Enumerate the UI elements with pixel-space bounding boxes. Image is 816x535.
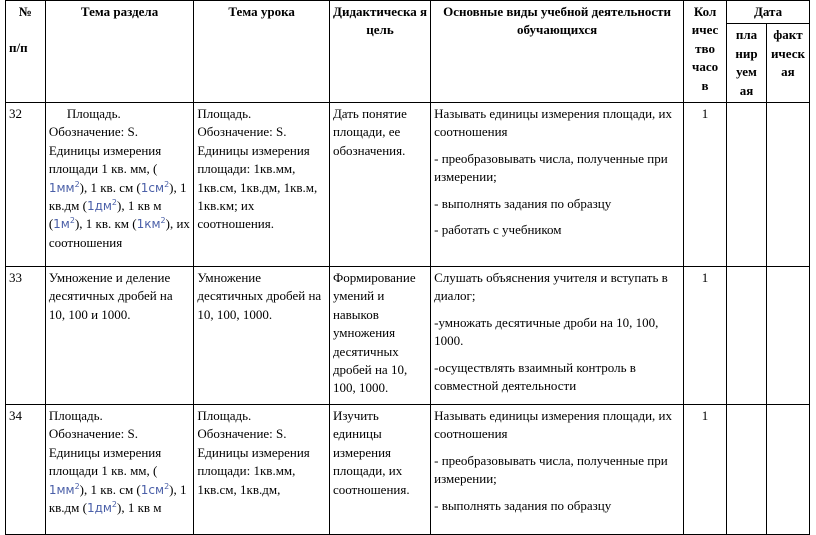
table-row [6, 103, 810, 267]
header-date: Дата [727, 1, 810, 24]
didactic-goal-cell: Дать понятие площади, ее обозначения. [329, 103, 430, 267]
date-planned-cell [727, 405, 767, 535]
row-number: 32 [6, 103, 46, 267]
activity-item: -умножать десятичные дроби на 10, 100, 1000. [434, 314, 659, 349]
lesson-topic-cell: Умножение десятичных дробей на 10, 100, 1000. [194, 267, 330, 405]
section-topic-cell: Площадь. Обозначение: S. Единицы измерения площади 1 кв. мм, ( $1мм^2$), 1 кв. см $(1см^2)$, 1 кв.дм $(1дм^2)$, 1 кв м $(1м^2)$, 1 кв. км $(1км^2)$, их соотношения [45, 103, 194, 267]
activities-cell [431, 267, 684, 405]
activity-item: Называть единицы измерения площади, их соотношения [434, 106, 672, 140]
table-row [6, 405, 810, 535]
unit-mm2: $1мм^2$ [48, 179, 80, 195]
lesson-topic-cell: Площадь. Обозначение: S. Единицы измерения площади: 1кв.мм, 1кв.см, 1кв.дм, [194, 405, 330, 535]
header-didactic-goal: Дидактическа я цель [329, 1, 430, 103]
header-hours: Кол ичес тво часо в [684, 1, 727, 103]
unit-dm2: $1дм^2$ [86, 500, 118, 516]
row-number: 33 [6, 267, 46, 405]
activity-item: Называть единицы измерения площади, их соотношения [434, 408, 672, 442]
activity-item: - преобразовывать числа, полученные при измерении; [434, 452, 668, 487]
hours-cell: 1 [684, 267, 727, 405]
didactic-goal-cell: Изучить единицы измерения площади, их соотношения. [329, 405, 430, 535]
header-date-actual: факт ическ ая [766, 24, 809, 103]
activity-item: Слушать объяснения учителя и вступать в диалог; [434, 270, 668, 304]
header-section-topic: Тема раздела [45, 1, 194, 103]
hours-cell: 1 [684, 405, 727, 535]
date-actual-cell [766, 405, 809, 535]
unit-cm2: $1см^2$ [140, 179, 170, 195]
table-row [6, 267, 810, 405]
didactic-goal-cell: Формирование умений и навыков умножения десятичных дробей на 10, 100, 1000. [329, 267, 430, 405]
header-number-abbr: п/п [9, 40, 28, 56]
unit-cm2: $1см^2$ [140, 481, 170, 497]
date-planned-cell [727, 103, 767, 267]
section-topic-cell: Умножение и деление десятичных дробей на 10, 100 и 1000. [45, 267, 194, 405]
header-row [6, 1, 810, 24]
section-topic-cell: Площадь. Обозначение: S. Единицы измерения площади 1 кв. мм, ( $1мм^2$), 1 кв. см $(1см^2)$, 1 кв.дм $(1дм^2)$, 1 кв м [45, 405, 194, 535]
unit-mm2: $1мм^2$ [48, 481, 80, 497]
header-lesson-topic: Тема урока [194, 1, 330, 103]
activity-item: - выполнять задания по образцу [434, 195, 612, 211]
header-number [6, 1, 46, 103]
activity-item: - преобразовывать числа, полученные при измерении; [434, 150, 668, 185]
header-activities: Основные виды учебной деятельности обучающихся [431, 1, 684, 103]
hours-cell: 1 [684, 103, 727, 267]
lesson-plan-table [5, 0, 810, 535]
activities-cell [431, 103, 684, 267]
header-number-sign: № [18, 4, 32, 19]
unit-dm2: $1дм^2$ [86, 198, 118, 214]
unit-km2: $1км^2$ [136, 216, 166, 232]
activities-cell [431, 405, 684, 535]
date-planned-cell [727, 267, 767, 405]
lesson-topic-cell: Площадь. Обозначение: S. Единицы измерения площади: 1кв.мм, 1кв.см, 1кв.дм, 1кв.м, 1кв.км; их соотношения. [194, 103, 330, 267]
activity-item: -осуществлять взаимный контроль в совместной деятельности [434, 359, 636, 394]
activity-item: - работать с учебником [434, 222, 562, 238]
header-date-planned: пла нир уем ая [727, 24, 767, 103]
unit-m2: $1м^2$ [53, 216, 75, 232]
date-actual-cell [766, 103, 809, 267]
date-actual-cell [766, 267, 809, 405]
row-number: 34 [6, 405, 46, 535]
activity-item: - выполнять задания по образцу [434, 497, 612, 513]
